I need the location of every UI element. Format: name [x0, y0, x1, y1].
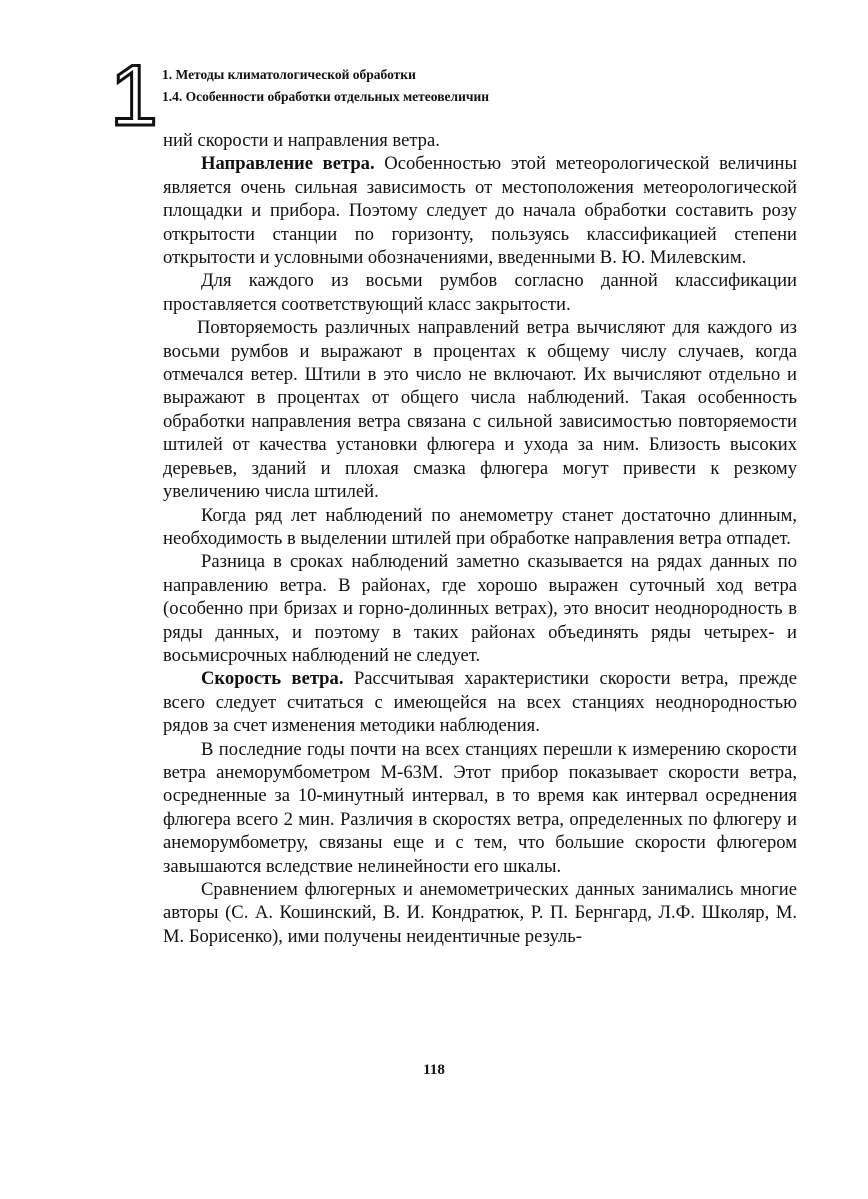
paragraph	[163, 738, 797, 878]
page-number: 118	[423, 1062, 445, 1078]
paragraph	[163, 316, 797, 503]
paragraph-text: ний скорости и направления ветра.	[163, 130, 440, 151]
paragraph-text: Рассчитывая характеристики скорости ветра, прежде всего следует считаться с имеющейся на всех станциях неоднородностью рядов за счет изменения методики наблюдения.	[163, 668, 798, 737]
paragraph-text: Когда ряд лет наблюдений по анемометру станет достаточно длинным, необходимость в выделении штилей при обработке направления ветра отпадет.	[163, 504, 797, 549]
paragraph-text: Особенностью этой метеорологической величины является очень сильная зависимость от местоположения метеорологической площадки и прибора. Поэтому следует до начала обработки составить розу открытости станции по горизонту, пользуясь классификацией степени открытости и условными обозначениями, введенными В. Ю. Милевским.	[163, 153, 797, 269]
paragraph-text: В последние годы почти на всех станциях перешли к измерению скорости ветра анеморумбометром М-63М. Этот прибор показывает скорости ветра, осредненные за 10-минутный интервал, в то время как интервал осреднения флюгера всего 2 мин. Различия в скоростях ветра, определенных по флюгеру и анеморумбометру, связаны еще и с тем, что большие скорости флюгером завышаются вследствие нелинейности его шкалы.	[163, 738, 797, 877]
running-head	[162, 64, 489, 108]
paragraph-wind-direction	[163, 152, 797, 269]
body-text	[163, 129, 797, 948]
run-in-heading-wind-direction: Направление ветра.	[201, 153, 375, 175]
paragraph-continuation	[163, 129, 797, 152]
paragraph	[163, 550, 797, 667]
paragraph	[163, 269, 797, 316]
paragraph-text: Сравнением флюгерных и анемометрических данных занимались многие авторы (С. А. Кошинский, В. И. Кондратюк, Р. П. Бернгард, Л.Ф. Школяр, М. М. Борисенко), ими получены неидентичные резуль-	[163, 879, 797, 947]
paragraph-text: Повторяемость различных направлений ветра вычисляют для каждого из восьми румбов и выражают в процентах к общему числу случаев, когда отмечался ветер. Штили в это число не включают. Их вычисляют отдельно и выражают в процентах от общего числа наблюдений. Такая особенность обработки направления ветра связана с сильной зависимостью повторяемости штилей от качества установки флюгера и ухода за ним. Близость высоких деревьев, зданий и плохая смазка флюгера могут привести к резкому увеличению числа штилей.	[163, 317, 797, 503]
paragraph	[163, 878, 797, 948]
paragraph-text: Для каждого из восьми румбов согласно данной классификации проставляется соответствующий класс закрытости.	[163, 270, 797, 315]
paragraph-wind-speed	[163, 667, 797, 737]
chapter-number: 1	[110, 48, 158, 144]
section-title: 1. Методы климатологической обработки	[162, 67, 416, 82]
paragraph	[163, 504, 797, 551]
subsection-title: 1.4. Особенности обработки отдельных метеовеличин	[162, 89, 490, 104]
run-in-heading-wind-speed: Скорость ветра.	[201, 668, 344, 690]
paragraph-text: Разница в сроках наблюдений заметно сказывается на рядах данных по направлению ветра. В районах, где хорошо выражен суточный ход ветра (особенно при бризах и горно-долинных ветрах), это вносит неоднородность в ряды данных, и поэтому в таких районах объединять ряды четырех- и восьмисрочных наблюдений не следует.	[163, 551, 797, 666]
